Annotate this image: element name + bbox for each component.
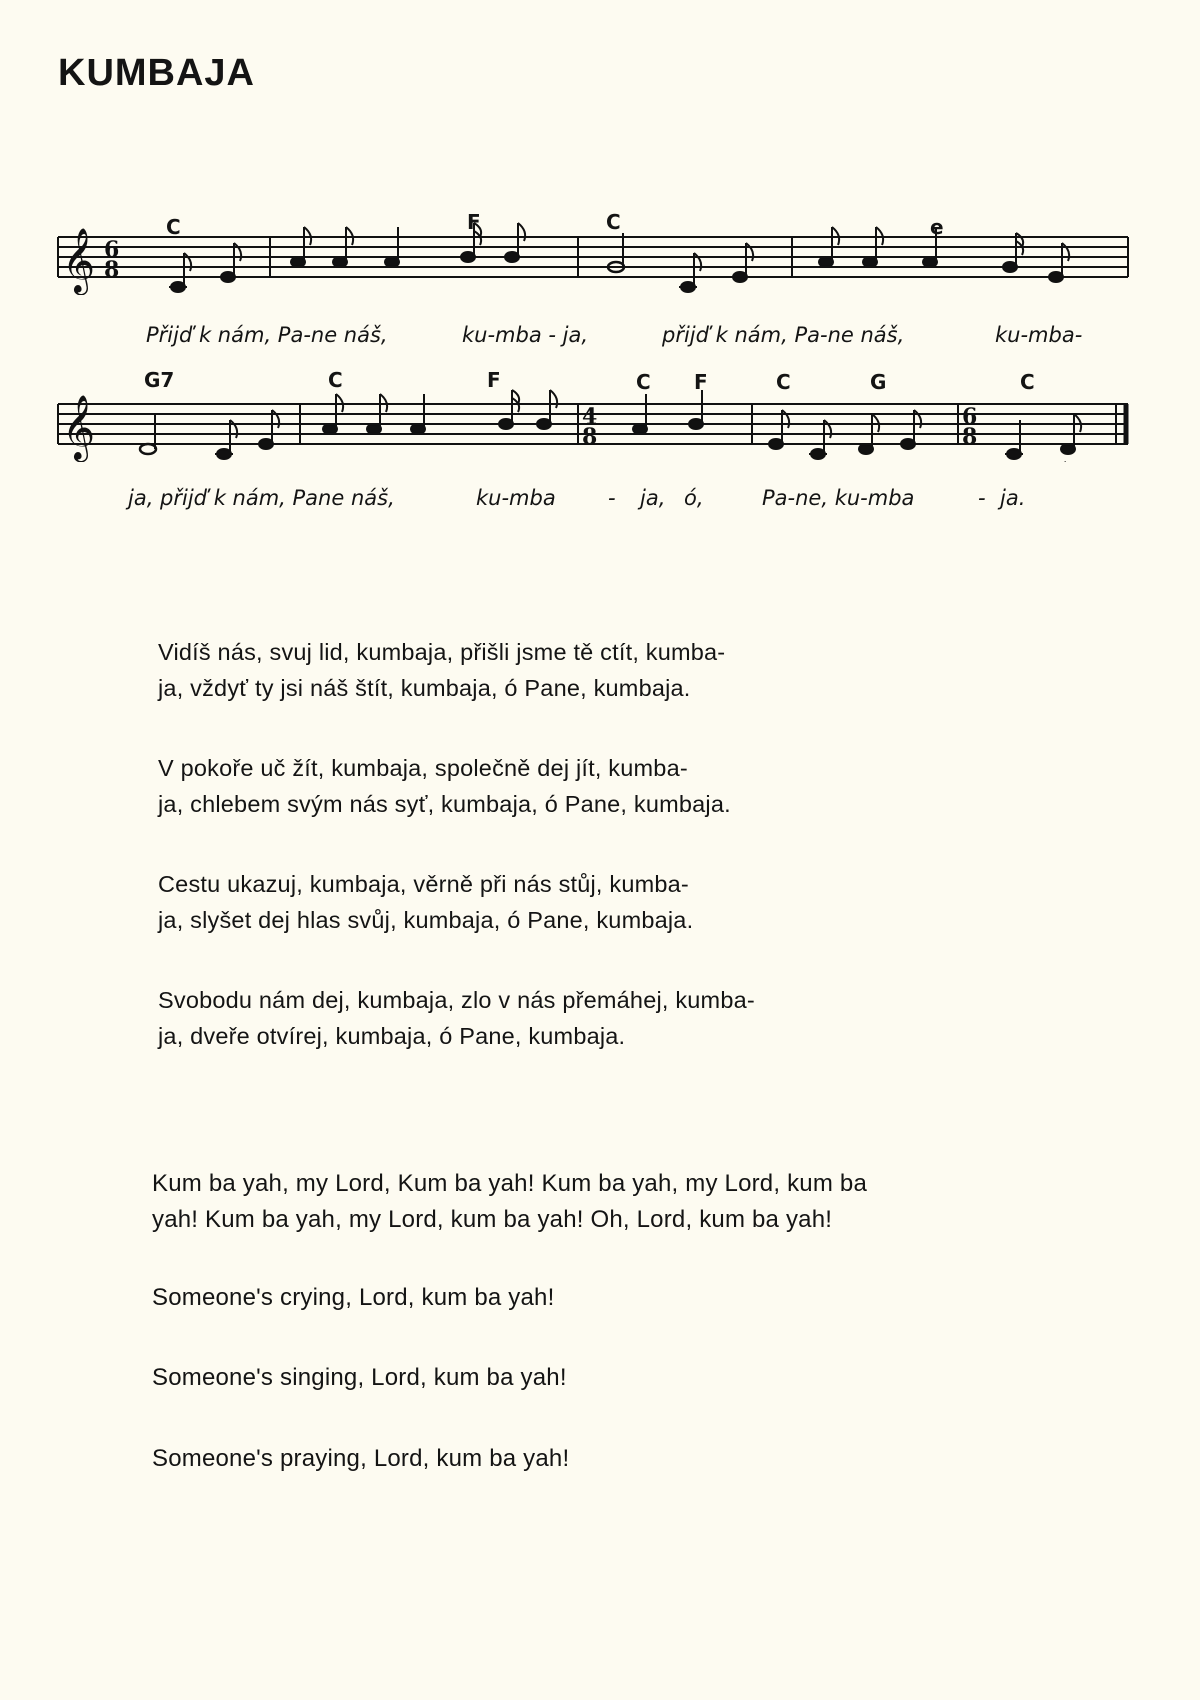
english-line <box>152 1360 567 1396</box>
english-line <box>152 1441 569 1477</box>
chord-label: C <box>328 368 343 392</box>
chord-label: G7 <box>144 368 175 392</box>
czech-verse <box>158 982 755 1054</box>
lyric-segment: Pa-ne, ku-mba <box>762 486 915 510</box>
chorus-line: yah! Kum ba yah, my Lord, kum ba yah! Oh, Lord, kum ba yah! <box>152 1206 833 1233</box>
staff-1-notation <box>0 195 1200 295</box>
chord-label: C <box>776 370 791 394</box>
chord-label: C <box>166 215 181 239</box>
english-line-text: Someone's singing, Lord, kum ba yah! <box>152 1364 567 1391</box>
verse-line: V pokoře uč žít, kumbaja, společně dej jít, kumba- <box>158 755 688 781</box>
czech-verse <box>158 634 725 706</box>
verse-line: ja, chlebem svým nás syť, kumbaja, ó Pane, kumbaja. <box>158 791 731 817</box>
verse-line: Svobodu nám dej, kumbaja, zlo v nás přemáhej, kumba- <box>158 987 755 1013</box>
verse-line: Vidíš nás, svuj lid, kumbaja, přišli jsme tě ctít, kumba- <box>158 639 726 665</box>
lyric-segment: Přijď k nám, Pa-ne náš, <box>146 323 388 347</box>
svg-text:6: 6 <box>104 237 120 263</box>
svg-text:𝄞: 𝄞 <box>62 228 96 293</box>
lyric-segment: ja, <box>640 486 666 510</box>
chord-label: G <box>870 370 887 394</box>
chord-label: C <box>636 370 651 394</box>
staff-line-1 <box>0 195 1200 347</box>
verse-line: ja, vždyť ty jsi náš štít, kumbaja, ó Pane, kumbaja. <box>158 675 691 701</box>
lyric-segment: ja. <box>1000 486 1026 510</box>
lyric-segment: ku-mba - ja, <box>462 323 589 347</box>
chord-label: e <box>930 215 944 239</box>
svg-text:8: 8 <box>962 424 978 450</box>
lyric-segment: ja, přijď k nám, Pane náš, <box>128 486 395 510</box>
verse-line: Cestu ukazuj, kumbaja, věrně při nás stůj, kumba- <box>158 871 689 897</box>
staff-line-2 <box>0 362 1200 510</box>
chord-label: C <box>1020 370 1035 394</box>
svg-text:6: 6 <box>962 404 978 430</box>
english-line-text: Someone's crying, Lord, kum ba yah! <box>152 1284 555 1311</box>
czech-verse <box>158 866 693 938</box>
english-line-text: Someone's praying, Lord, kum ba yah! <box>152 1445 570 1472</box>
lyric-segment: ku-mba <box>476 486 556 510</box>
chord-label: F <box>467 210 481 234</box>
svg-text:8: 8 <box>104 257 120 283</box>
czech-verse <box>158 750 731 822</box>
lyric-segment: ku-mba- <box>995 323 1083 347</box>
verse-line: ja, dveře otvírej, kumbaja, ó Pane, kumbaja. <box>158 1023 626 1049</box>
chorus-line: Kum ba yah, my Lord, Kum ba yah! Kum ba yah, my Lord, kum ba <box>152 1170 867 1197</box>
lyric-segment: ó, <box>684 486 704 510</box>
svg-text:4: 4 <box>582 404 598 430</box>
lyric-segment: přijď k nám, Pa-ne náš, <box>662 323 905 347</box>
chord-label: C <box>606 210 621 234</box>
verse-line: ja, slyšet dej hlas svůj, kumbaja, ó Pane, kumbaja. <box>158 907 694 933</box>
english-chorus <box>152 1166 867 1238</box>
svg-text:8: 8 <box>582 424 598 450</box>
english-line <box>152 1280 554 1316</box>
chord-label: F <box>487 368 501 392</box>
chord-label: F <box>694 370 708 394</box>
lyric-segment: - <box>608 486 616 510</box>
lyric-segment: - <box>978 486 986 510</box>
song-title: KUMBAJA <box>58 52 255 94</box>
svg-text:𝄞: 𝄞 <box>62 395 96 460</box>
